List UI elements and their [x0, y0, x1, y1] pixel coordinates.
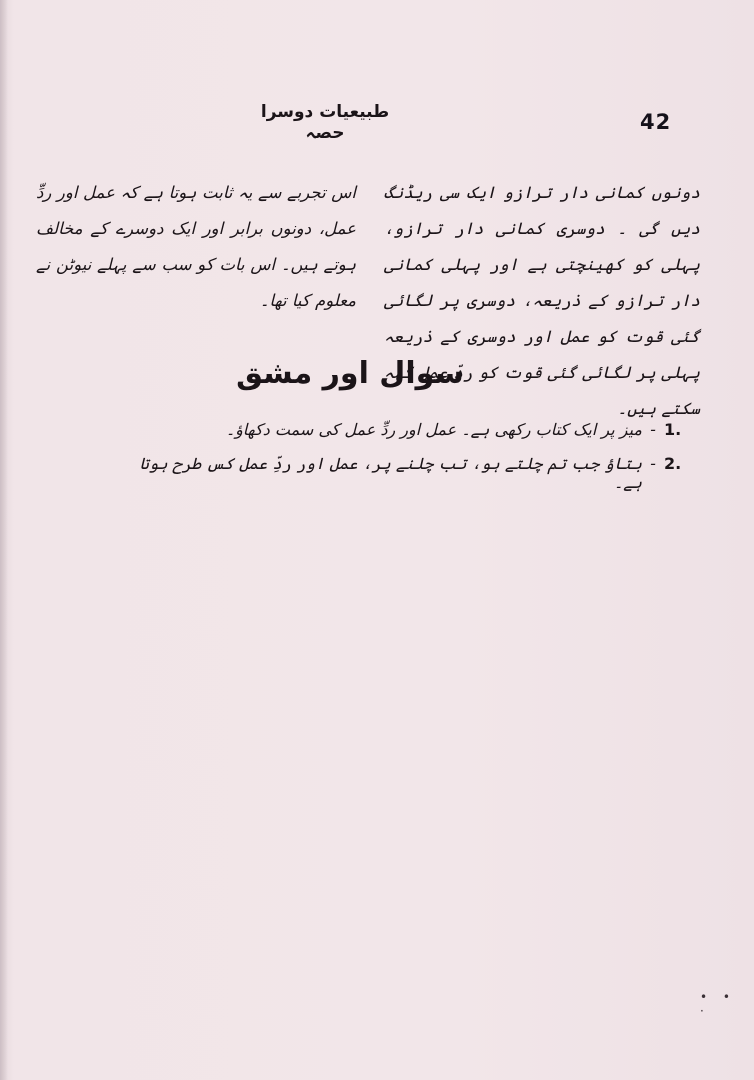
question-dash: - — [650, 454, 656, 473]
running-title: طبیعیات دوسرا حصہ — [260, 102, 390, 143]
question-list — [120, 420, 698, 492]
question-number: 1. — [664, 420, 682, 439]
question-item — [120, 454, 698, 492]
question-text: بتاؤ جب تم چلتے ہو، تب چلنے پر، عمل اور ردِّ عمل کس طرح ہوتا ہے۔ — [139, 454, 642, 492]
footer-marks: • • · — [700, 990, 736, 1018]
page-header — [0, 100, 754, 144]
paragraph-right-column: دونوں کمانی دار ترازو ایک سی ریڈنگ دیں گی ۔ دوسری کمانی دار ترازو، پہلی کو کھینچتی ہے اور پہلی کمانی دار ترازو کے ذریعہ، دوسری پر لگائی گئی قوت کو عمل اور دوسری کے ذریعہ پہلی پر لگائی گئی قوت کو ردِّ عمل کہہ سکتے ہیں۔ — [384, 182, 700, 418]
question-item — [120, 420, 698, 454]
question-number: 2. — [664, 454, 682, 473]
paragraph-left-column: اس تجربے سے یہ ثابت ہوتا ہے کہ عمل اور ردِّ عمل، دونوں برابر اور ایک دوسرے کے مخالف ہوتے ہیں۔ اس بات کو سب سے پہلے نیوٹن نے معلوم کیا تھا۔ — [36, 182, 356, 310]
question-dash: - — [650, 420, 656, 439]
page-number: 42 — [640, 110, 672, 134]
question-text: میز پر ایک کتاب رکھی ہے۔ عمل اور ردِّ عمل کی سمت دکھاؤ۔ — [225, 420, 642, 439]
page-binding-edge — [0, 0, 8, 1080]
section-heading: سوال اور مشق — [236, 356, 464, 391]
